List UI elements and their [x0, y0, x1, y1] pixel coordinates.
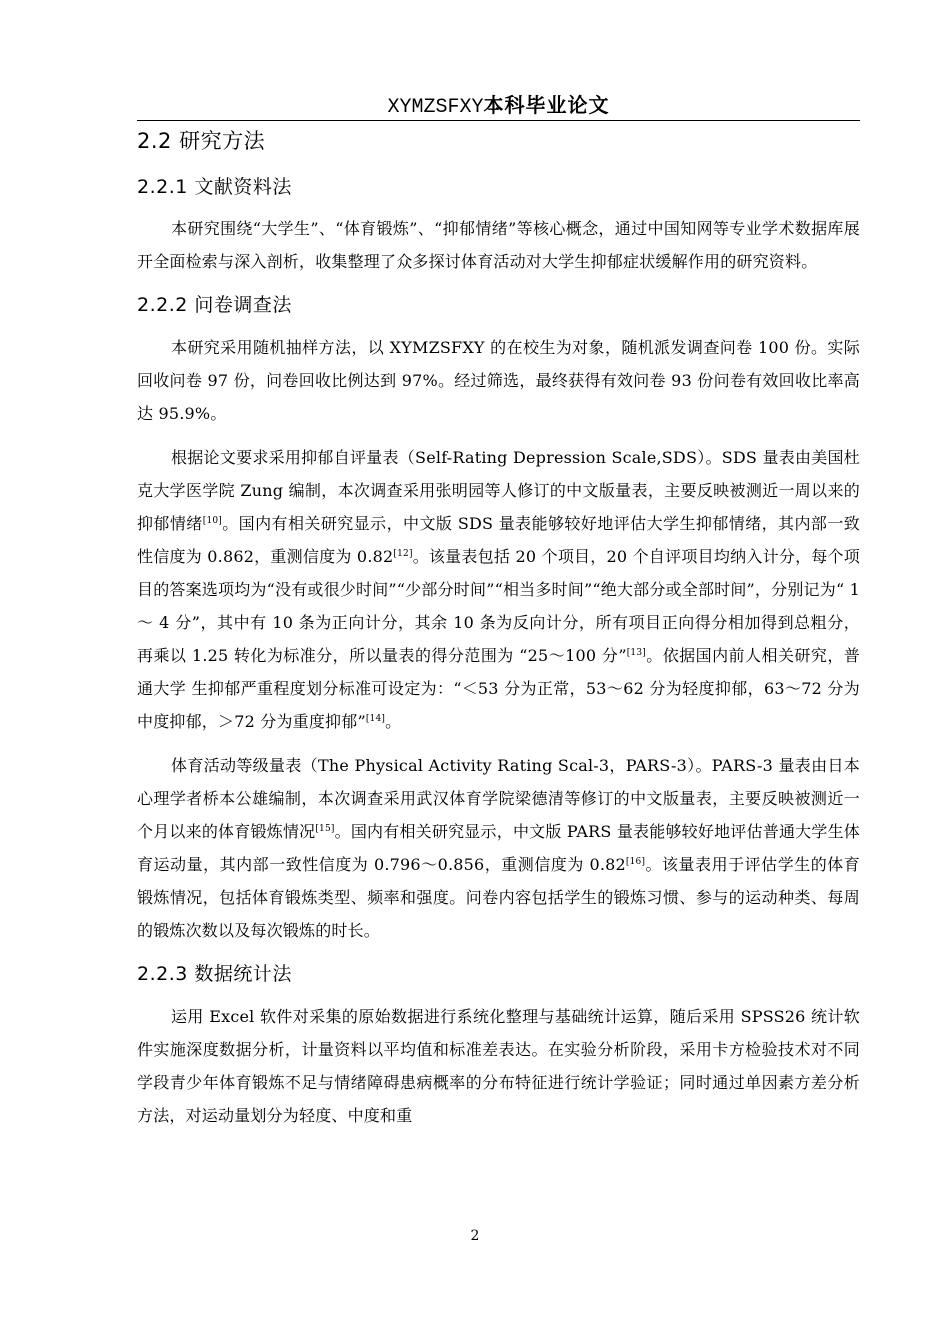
- literature-method-paragraph: 本研究围绕“大学生”、“体育锻炼”、“抑郁情绪”等核心概念，通过中国知网等专业学术数据库展开全面检索与深入剖析，收集整理了众多探讨体育活动对大学生抑郁症状缓解作用的研究资料。: [137, 219, 860, 271]
- page-number: 2: [470, 1228, 480, 1244]
- sds-text-a: 根据论文要求采用抑郁自评量表（Self-Rating Depression Scale,SDS）。SDS 量表由美国杜克大学医学院 Zung 编制，本次调查采用张明园等人修订的中文版量表，主要反映被测近一周以来的抑郁情绪: [137, 448, 860, 533]
- citation-16: [16]: [625, 857, 646, 867]
- running-header: [137, 90, 860, 123]
- page-body: [137, 122, 860, 1132]
- header-rule: [137, 120, 860, 121]
- citation-10: [10]: [202, 516, 223, 526]
- pars-text-b: 。国内有相关研究显示，中文版 PARS 量表能够较好地评估普通大学生体育运动量，其内部一致性信度为 0.796～0.856，重测信度为 0.82: [137, 822, 860, 874]
- sds-scale-paragraph: [137, 441, 860, 738]
- section-2-2-1-title: 2.2.1 文献资料法: [137, 176, 292, 198]
- header-brand: XYMZSFXY: [387, 96, 484, 119]
- pars-text-c: 。该量表用于评估学生的体育锻炼情况，包括体育锻炼类型、频率和强度。问卷内容包括学生的锻炼习惯、参与的运动种类、每周的锻炼次数以及每次锻炼的时长。: [137, 855, 860, 940]
- section-2-2-title: 2.2 研究方法: [137, 129, 266, 153]
- citation-14: [14]: [365, 714, 386, 724]
- citation-12: [12]: [393, 549, 413, 559]
- citation-15: [15]: [315, 824, 335, 834]
- section-2-2-3-title: 2.2.3 数据统计法: [137, 963, 292, 985]
- citation-13: [13]: [626, 648, 646, 658]
- sds-text-e: 。: [385, 712, 402, 731]
- sds-text-c: 。该量表包括 20 个项目，20 个自评项目均纳入计分，每个项目的答案选项均为“没有或很少时间”“少部分时间”“相当多时间”“绝大部分或全部时间”，分别记为“ 1 ～ 4 分”，其中有 10 条为正向计分，其余 10 条为反向计分，所有项目正向得分相加得到总粗分， 再乘以 1.25 转化为标准分，所以量表的得分范围为 “25～100 分”: [137, 547, 860, 665]
- sds-text-b: 。国内有相关研究显示，中文版 SDS 量表能够较好地评估大学生抑郁情绪，其内部一致性信度为 0.862，重测信度为 0.82: [137, 514, 860, 566]
- sds-text-d: 。依据国内前人相关研究，普通大学 生抑郁严重程度划分标准可设定为：“＜53 分为正常，53～62 分为轻度抑郁，63～72 分为中度抑郁，＞72 分为重度抑郁”: [137, 646, 860, 731]
- pars-text-a: 体育活动等级量表（The Physical Activity Rating Scal-3，PARS-3）。PARS-3 量表由日本心理学者桥本公雄编制，本次调查采用武汉体育学院梁德清等修订的中文版量表，主要反映被测近一个月以来的体育锻炼情况: [137, 756, 860, 841]
- statistics-method-paragraph: 运用 Excel 软件对采集的原始数据进行系统化整理与基础统计运算，随后采用 SPSS26 统计软件实施深度数据分析，计量资料以平均值和标准差表达。在实验分析阶段，采用卡方检验技术对不同学段青少年体育锻炼不足与情绪障碍患病概率的分布特征进行统计学验证；同时通过单因素方差分析方法，对运动量划分为轻度、中度和重: [137, 1007, 860, 1125]
- section-2-2-2-title: 2.2.2 问卷调查法: [137, 294, 292, 316]
- header-suffix: 本科毕业论文: [483, 93, 610, 117]
- questionnaire-sampling-paragraph: 本研究采用随机抽样方法，以 XYMZSFXY 的在校生为对象，随机派发调查问卷 100 份。实际回收问卷 97 份，问卷回收比例达到 97%。经过筛选，最终获得有效问卷 93 份问卷有效回收比率高达 95.9%。: [137, 338, 860, 423]
- pars-scale-paragraph: [137, 749, 860, 947]
